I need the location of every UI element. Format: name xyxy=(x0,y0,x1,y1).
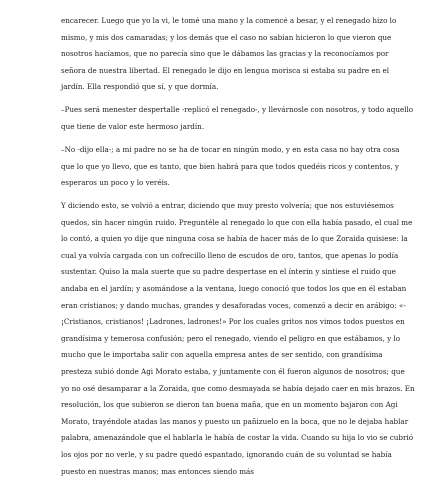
paragraph-4: Y diciendo esto, se volvió a entrar, diciendo que muy presto volvería; que nos estuviésemos quedos, sin hacer ningún ruido. Preguntéle al renegado lo que con ella había pasado, el cual me lo contó, a quien yo dije que ninguna cosa se había de hacer más de lo que Zoraida quisiese: la cual ya volvía cargada con un cofrecillo lleno de escudos de oro, tantos, que apenas lo podía sustentar. Quiso la mala suerte que su padre despertase en el ínterin y sintiese el ruido que andaba en el jardín; y asomándose a la ventana, luego conoció que todos los que en él estaban eran cristianos; y dando muchas, grandes y desaforadas voces, comenzó a decir en arábigo: «-¡Cristianos, cristianos! ¡Ladrones, ladrones!» Por los cuales gritos nos vimos todos puestos en grandísima y temerosa confusión; pero el renegado, viendo el peligro en que estábamos, y lo mucho que le importaba salir con aquella empresa antes de ser sentido, con grandísima presteza subió donde Agi Morato estaba, y juntamente con él fueron algunos de nosotros; que yo no osé desamparar a la Zoraida, que como desmayada se había dejado caer en mis brazos. En resolución, los que subieron se dieron tan buena maña, que en un momento bajaron con Agi Morato, trayéndole atadas las manos y puesto un pañizuelo en la boca, que no le dejaba hablar palabra, amenazándole que el hablarla le había de costar la vida. Cuando su hija lo vio se cubrió los ojos por no verle, y su padre quedó espantado, ignorando cuán de su voluntad se había puesto en nuestras manos; mas entonces siendo más xyxy=(61,201,415,476)
paragraph-2: –Pues será menester despertalle -replicó el renegado-, y llevárnosle con nosotros, y todo aquello que tiene de valor este hermoso jardín. xyxy=(61,105,414,131)
paragraph-1: encarecer. Luego que yo la vi, le tomé una mano y la comencé a besar, y el renegado hizo lo mismo, y mis dos camaradas; y los demás que el caso no sabían hicieron lo que vieron que nosotros hacíamos, que no parecía sino que le dábamos las gracias y la reconocíamos por señora de nuestra libertad. El renegado le dijo en lengua morisca si estaba su padre en el jardín. Ella respondió que sí, y que dormía. xyxy=(61,16,397,92)
paragraph-3: –No -dijo ella-; a mi padre no se ha de tocar en ningún modo, y en esta casa no hay otra cosa que lo que yo llevo, que es tanto, que bien habrá para que todos quedéis ricos y contentos, y esperaros un poco y lo veréis. xyxy=(61,144,400,188)
